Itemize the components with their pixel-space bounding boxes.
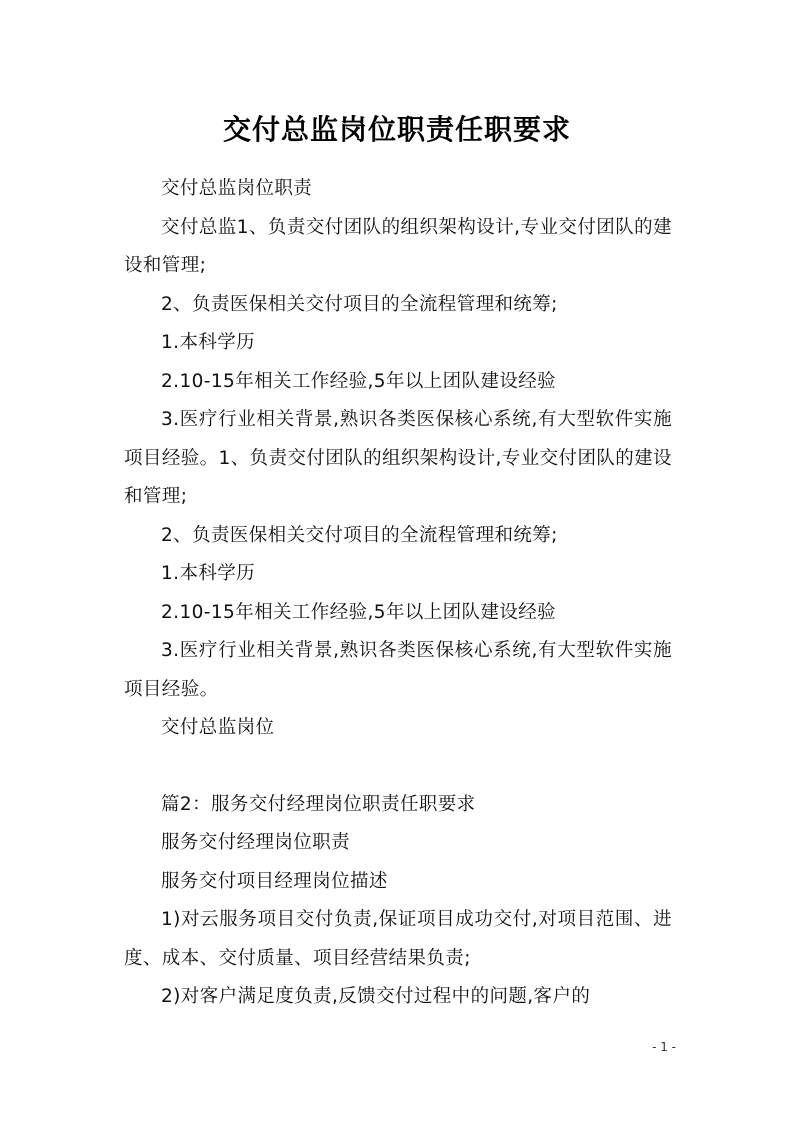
paragraph: 2)对客户满足度负责,反馈交付过程中的问题,客户的 xyxy=(161,986,591,1007)
paragraph: 1.本科学历 xyxy=(161,332,256,353)
paragraph: 2、负责医保相关交付项目的全流程管理和统筹; xyxy=(161,524,558,546)
paragraph: 2.10-15年相关工作经验,5年以上团队建设经验 xyxy=(161,370,557,392)
paragraph: 交付总监岗位 xyxy=(161,717,275,738)
paragraph: 1.本科学历 xyxy=(161,563,256,584)
paragraph: 2.10-15年相关工作经验,5年以上团队建设经验 xyxy=(161,601,557,623)
paragraph: 交付总监1、负责交付团队的组织架构设计,专业交付团队的建设和管理; xyxy=(124,216,672,276)
paragraph: 3.医疗行业相关背景,熟识各类医保核心系统,有大型软件实施项目经验。 xyxy=(124,640,672,700)
paragraph: 1)对云服务项目交付负责,保证项目成功交付,对项目范围、进度、成本、交付质量、项目经营结果负责; xyxy=(124,909,672,969)
section-spacer xyxy=(124,748,672,786)
paragraph: 3.医疗行业相关背景,熟识各类医保核心系统,有大型软件实施项目经验。1、负责交付团队的组织架构设计,专业交付团队的建设和管理; xyxy=(124,409,672,507)
paragraph: 服务交付项目经理岗位描述 xyxy=(161,870,388,892)
document-title: 交付总监岗位职责任职要求 xyxy=(222,113,571,146)
section-heading: 篇2：服务交付经理岗位职责任职要求 xyxy=(161,793,476,815)
page-number: - 1 - xyxy=(652,1040,676,1054)
paragraph: 服务交付经理岗位职责 xyxy=(161,832,351,853)
paragraph: 2、负责医保相关交付项目的全流程管理和统筹; xyxy=(161,293,558,315)
paragraph: 交付总监岗位职责 xyxy=(161,178,313,199)
document-body xyxy=(124,170,672,1017)
